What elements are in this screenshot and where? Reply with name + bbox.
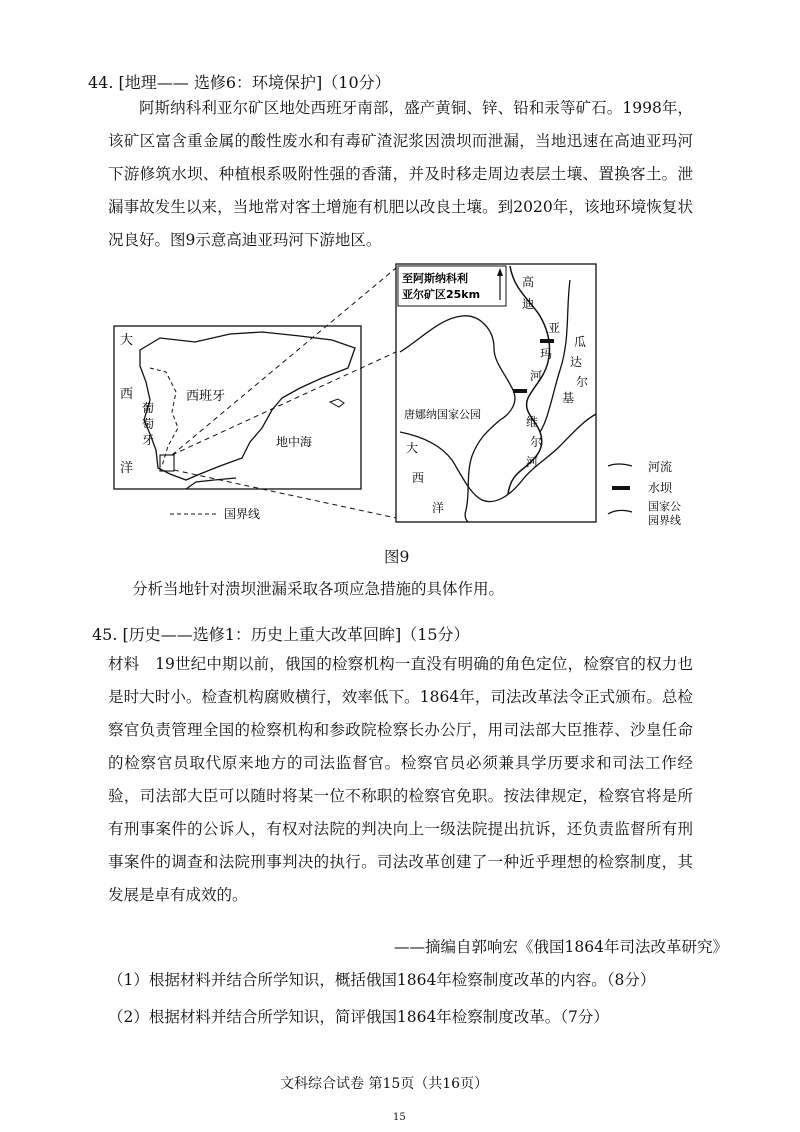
- legend-river-label: 河流: [648, 460, 673, 474]
- connector-line-bottom: [174, 470, 396, 518]
- label-atlantic-3: 洋: [120, 461, 134, 476]
- label-portugal-3: 牙: [142, 433, 155, 447]
- label-atlantic-2: 西: [120, 387, 134, 402]
- river-guadiamar-3: 尔: [576, 375, 589, 389]
- legend-border-label: 国界线: [224, 507, 261, 521]
- q45-sub2: （2）根据材料并结合所学知识，简评俄国1864年检察制度改革。（7分）: [108, 1008, 609, 1026]
- river-gaodi-1: 高: [522, 275, 535, 289]
- balearic-island: [330, 399, 344, 407]
- dam-1: [540, 339, 554, 343]
- q45-sub1: （1）根据材料并结合所学知识，概括俄国1864年检察制度改革的内容。（8分）: [108, 971, 656, 989]
- iberia-coastline: [140, 332, 355, 480]
- right-atlantic-1: 大: [406, 441, 419, 455]
- q45-paragraph: 材料 19世纪中期以前，俄国的检察机构一直没有明确的角色定位，检察官的权力也是时大时小。检查机构腐败横行，效率低下。1864年，司法改革法令正式颁布。总检察官负责管理全国的检察机构和参政院检察长办公厅，用司法部大臣推荐、沙皇任命的检察官员取代原来地方的司法监督官。检察官员必须兼具学历要求和司法工作经验，司法部大臣可以随时将某一位不称职的检察官免职。按法律规定，检察官将是所有刑事案件的公诉人，有权对法院的判决向上一级法院提出抗诉，还负责监督所有刑事案件的调查和法院刑事判决的执行。司法改革创建了一种近乎理想的检察制度，其发展是卓有成效的。: [108, 655, 693, 904]
- portugal-border: [150, 368, 178, 466]
- inset-locator-box: [160, 455, 174, 471]
- q44-question: 分析当地针对溃坝泄漏采取各项应急措施的具体作用。: [132, 580, 505, 598]
- label-atlantic-1: 大: [120, 333, 134, 348]
- river-yama-1: 亚: [548, 321, 561, 335]
- connector-line-top: [172, 268, 396, 455]
- label-portugal-1: 葡: [142, 401, 155, 415]
- mine-label-line2: 亚尔矿区25km: [402, 288, 481, 301]
- dam-2: [513, 389, 527, 393]
- river-weier-3: 河: [526, 455, 539, 469]
- legend-river-sample: [608, 464, 632, 466]
- africa-coast: [186, 478, 236, 489]
- q44-header: 44. [地理—— 选修6：环境保护]（10分）: [88, 73, 391, 92]
- river-guadiamar-2: 达: [570, 355, 583, 369]
- figure-caption: 图9: [384, 548, 410, 566]
- legend-dam-sample: [612, 486, 630, 490]
- label-spain: 西班牙: [186, 389, 226, 404]
- q45-source: ——摘编自郭响宏《俄国1864年司法改革研究》: [394, 938, 728, 956]
- coastline-right: [400, 414, 596, 502]
- right-atlantic-3: 洋: [432, 501, 445, 515]
- river-guadiamar-4: 基: [562, 391, 575, 405]
- legend-park-label-1: 国家公: [648, 500, 681, 513]
- national-park-label: 唐娜纳国家公园: [404, 408, 481, 421]
- river-weier-2: 尔: [530, 435, 543, 449]
- river-yama-3: 河: [530, 369, 543, 383]
- legend-dam-label: 水坝: [648, 481, 673, 495]
- right-atlantic-2: 西: [412, 471, 425, 485]
- footer-page-number: 15: [393, 1112, 406, 1123]
- q44-paragraph: 阿斯纳科利亚尔矿区地处西班牙南部，盛产黄铜、锌、铅和汞等矿石。1998年，该矿区富含重金属的酸性废水和有毒矿渣泥浆因溃坝而泄漏，当地迅速在高迪亚玛河下游修筑水坝、种植根系吸附性强的香蒲，并及时移走周边表层土壤、置换客土。泄漏事故发生以来，当地常对客土增施有机肥以改良土壤。到2020年，该地环境恢复状况良好。图9示意高迪亚玛河下游地区。: [108, 99, 693, 249]
- legend-park-label-2: 园界线: [648, 514, 681, 527]
- footer-title: 文科综合试卷 第15页（共16页）: [280, 1076, 489, 1092]
- mine-label-line1: 至阿斯纳科利: [402, 272, 468, 285]
- figure-9-map: [0, 0, 800, 540]
- river-weier-1: 维: [526, 415, 539, 429]
- q45-header: 45. [历史——选修1：历史上重大改革回眸]（15分）: [92, 625, 470, 644]
- legend-park-sample: [608, 510, 632, 514]
- river-gaodi-2: 迪: [522, 297, 535, 311]
- river-guadiamar-1: 瓜: [574, 335, 587, 349]
- label-mediterranean: 地中海: [276, 435, 313, 449]
- label-portugal-2: 萄: [142, 417, 155, 431]
- river-yama-2: 玛: [540, 347, 553, 361]
